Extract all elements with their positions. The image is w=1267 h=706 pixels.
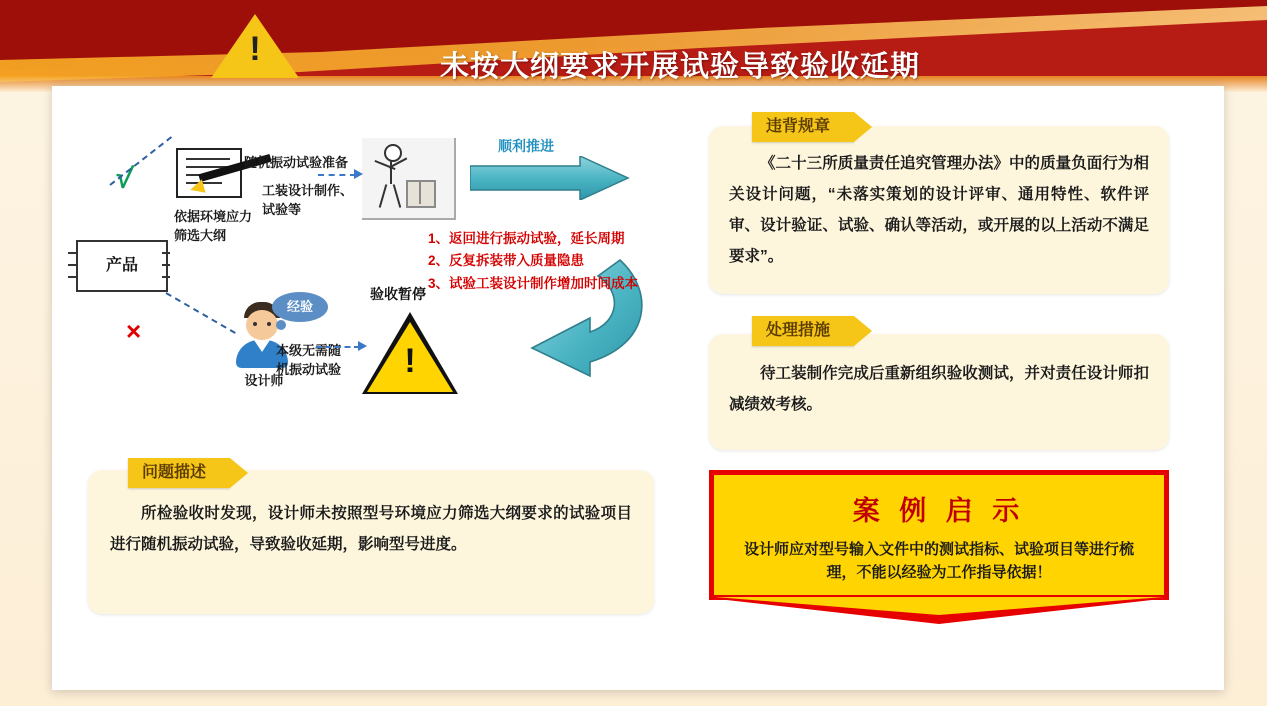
- worker-leg: [393, 184, 402, 208]
- designer-note: 本级无需随机振动试验: [276, 343, 342, 377]
- insight-arrow-point: [709, 598, 1169, 624]
- product-pin: [68, 252, 76, 254]
- dashed-arrow-line: [318, 174, 356, 176]
- parcel-icon: [406, 180, 436, 208]
- product-pin: [162, 276, 170, 278]
- measures-panel: [709, 334, 1169, 450]
- insight-box: [709, 470, 1169, 600]
- problem-tag: 问题描述: [128, 458, 230, 488]
- cross-mark-icon: ×: [126, 316, 142, 346]
- violation-tag: 违背规章: [752, 112, 854, 142]
- violation-text: 《二十三所质量责任追究管理办法》中的质量负面行为相关设计问题，“未落实策划的设计评审、通用特性、软件评审、设计验证、试验、确认等活动，或开展的以上活动不满足要求”。: [729, 155, 1149, 265]
- smooth-progress-label: 顺利推进: [498, 138, 554, 154]
- warning-triangle-icon: [211, 14, 299, 78]
- connector-down: [166, 292, 236, 334]
- insight-arrow-fill: [715, 597, 1163, 615]
- product-pin: [68, 264, 76, 266]
- doc-caption: 随机振动试验准备: [244, 155, 349, 170]
- problem-panel: [88, 470, 654, 614]
- insight-title: 案 例 启 示: [852, 496, 1026, 526]
- designer-label: 设计师: [244, 373, 284, 388]
- check-mark-icon: √: [113, 161, 135, 196]
- product-box: 产品: [76, 240, 168, 292]
- acceptance-paused-label: 验收暂停: [370, 286, 426, 302]
- forward-arrow-icon: [470, 156, 630, 200]
- experience-bubble: 经验: [272, 292, 328, 322]
- list-item: 3、试验工装设计制作增加时间成本: [428, 275, 639, 291]
- measures-text: 待工装制作完成后重新组织验收测试，并对责任设计师扣减绩效考核。: [729, 365, 1149, 413]
- process-diagram: [70, 120, 700, 440]
- dashed-arrow-head: [354, 169, 363, 179]
- doc-sub-caption: 工装设计制作、试验等: [262, 183, 354, 217]
- measures-tag: 处理措施: [752, 316, 854, 346]
- list-item: 2、反复拆装带入质量隐患: [428, 253, 585, 269]
- avatar-eye: [253, 322, 257, 326]
- dashed-arrow-line: [316, 346, 360, 348]
- outline-label: 依据环境应力筛选大纲: [174, 209, 253, 243]
- page-title: 未按大纲要求开展试验导致验收延期: [439, 51, 920, 83]
- warning-badge-char: !: [249, 30, 261, 68]
- doc-line: [186, 158, 230, 160]
- avatar-eye: [267, 322, 271, 326]
- insight-text: 设计师应对型号输入文件中的测试指标、试验项目等进行梳理，不能以经验为工作指导依据！: [743, 541, 1134, 582]
- consequence-list: [428, 228, 638, 295]
- avatar-head: [246, 310, 278, 340]
- worker-head: [384, 144, 402, 162]
- list-item: 1、返回进行振动试验，延长周期: [428, 231, 625, 246]
- violation-panel: [709, 126, 1169, 294]
- problem-text: 所检验收时发现，设计师未按照型号环境应力筛选大纲要求的试验项目进行随机振动试验，导致验收延期，影响型号进度。: [110, 505, 632, 553]
- worker-torso: [390, 160, 392, 184]
- product-pin: [162, 252, 170, 254]
- product-pin: [68, 276, 76, 278]
- diagram-warning-triangle-icon: !: [362, 312, 458, 394]
- product-pin: [162, 264, 170, 266]
- worker-leg: [379, 184, 388, 208]
